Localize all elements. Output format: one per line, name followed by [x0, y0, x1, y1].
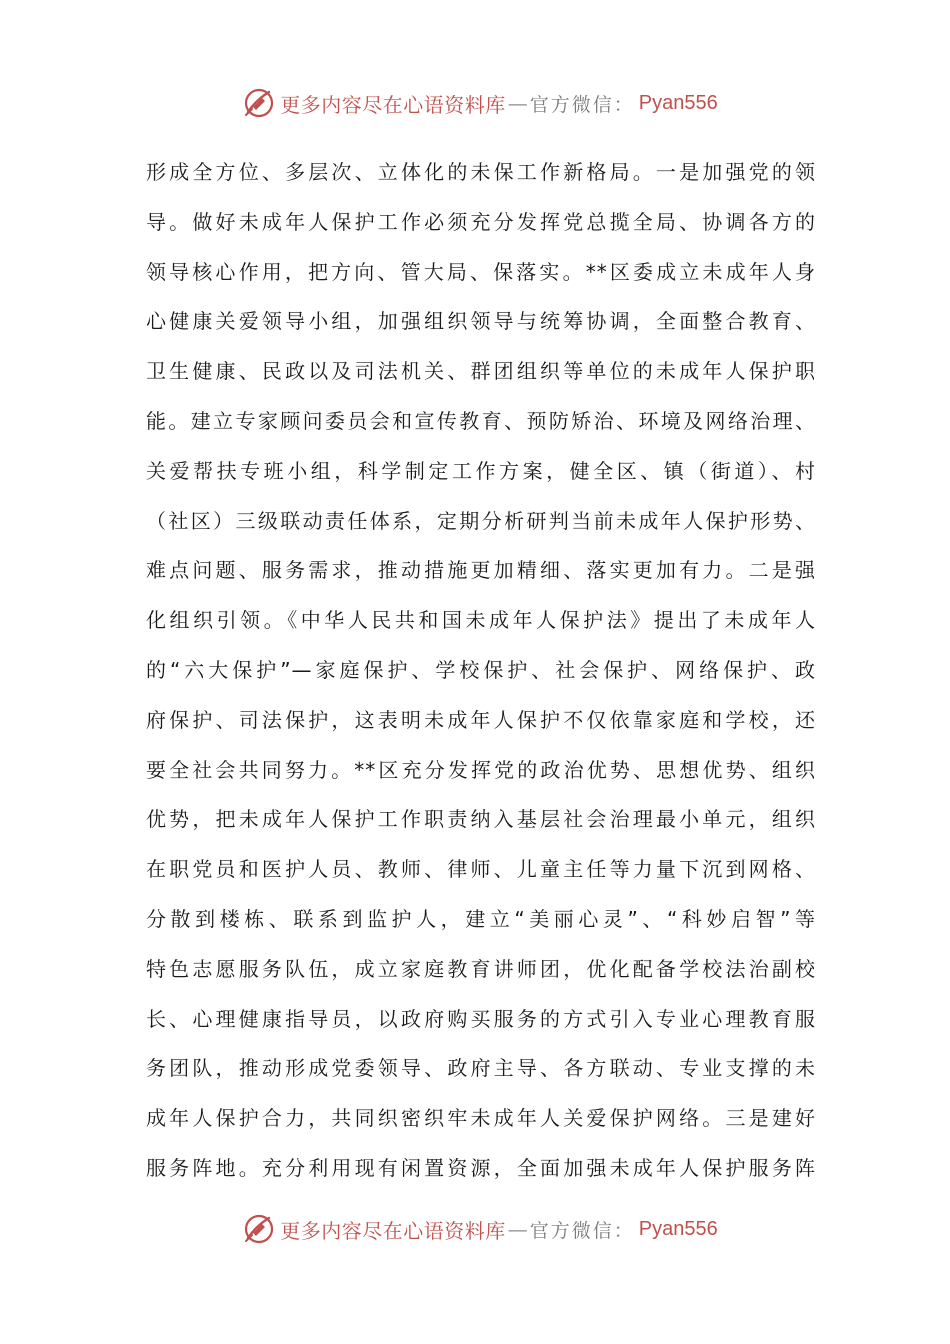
header-wechat-id: Pyan556 [638, 91, 718, 114]
body-line-16: 分散到楼栋、联系到监护人，建立“美丽心灵”、“科妙启智”等 [146, 906, 816, 931]
footer-wechat-id: Pyan556 [638, 1217, 718, 1240]
body-line-11: 的“六大保护”—家庭保护、学校保护、社会保护、网络保护、政 [146, 657, 816, 682]
footer-dash: — [507, 1217, 528, 1241]
footer-brand-text: 更多内容尽在心语资料库 [280, 1218, 506, 1243]
header-banner [0, 81, 950, 125]
pen-nib-logo-icon [242, 86, 276, 120]
footer-banner [0, 1207, 950, 1251]
body-line-18: 长、心理健康指导员，以政府购买服务的方式引入专业心理教育服 [146, 1006, 816, 1031]
body-line-2: 导。做好未成年人保护工作必须充分发挥党总揽全局、协调各方的 [146, 209, 816, 234]
footer-banner-content [242, 1212, 717, 1246]
body-line-17: 特色志愿服务队伍，成立家庭教育讲师团，优化配备学校法治副校 [146, 956, 816, 981]
body-line-3: 领导核心作用，把方向、管大局、保落实。**区委成立未成年人身 [146, 259, 816, 284]
body-line-4: 心健康关爱领导小组，加强组织领导与统筹协调，全面整合教育、 [146, 309, 816, 334]
body-line-15: 在职党员和医护人员、教师、律师、儿童主任等力量下沉到网格、 [146, 857, 816, 882]
header-wechat-label: 官方微信： [529, 93, 635, 116]
header-banner-content [242, 86, 717, 120]
body-line-12: 府保护、司法保护，这表明未成年人保护不仅依靠家庭和学校，还 [146, 707, 816, 732]
header-dash: — [507, 91, 528, 115]
body-line-1: 形成全方位、多层次、立体化的未保工作新格局。一是加强党的领 [146, 160, 816, 184]
body-line-13: 要全社会共同努力。**区充分发挥党的政治优势、思想优势、组织 [146, 757, 816, 782]
body-line-5: 卫生健康、民政以及司法机关、群团组织等单位的未成年人保护职 [146, 359, 816, 384]
body-line-21: 服务阵地。充分利用现有闲置资源，全面加强未成年人保护服务阵 [146, 1155, 816, 1180]
header-brand-text: 更多内容尽在心语资料库 [280, 92, 506, 117]
body-line-8: （社区）三级联动责任体系，定期分析研判当前未成年人保护形势、 [146, 508, 816, 533]
body-line-20: 成年人保护合力，共同织密织牢未成年人关爱保护网络。三是建好 [146, 1106, 816, 1131]
body-line-10: 化组织引领。《中华人民共和国未成年人保护法》提出了未成年人 [146, 608, 816, 633]
document-body [146, 148, 816, 1194]
body-line-7: 关爱帮扶专班小组，科学制定工作方案，健全区、镇（街道）、村 [146, 458, 816, 483]
body-line-9: 难点问题、服务需求，推动措施更加精细、落实更加有力。二是强 [146, 558, 816, 583]
body-line-19: 务团队，推动形成党委领导、政府主导、各方联动、专业支撑的未 [146, 1056, 816, 1081]
body-line-14: 优势，把未成年人保护工作职责纳入基层社会治理最小单元，组织 [146, 807, 816, 832]
pen-nib-logo-icon [242, 1212, 276, 1246]
body-line-6: 能。建立专家顾问委员会和宣传教育、预防矫治、环境及网络治理、 [146, 408, 816, 433]
footer-wechat-label: 官方微信： [529, 1219, 635, 1242]
